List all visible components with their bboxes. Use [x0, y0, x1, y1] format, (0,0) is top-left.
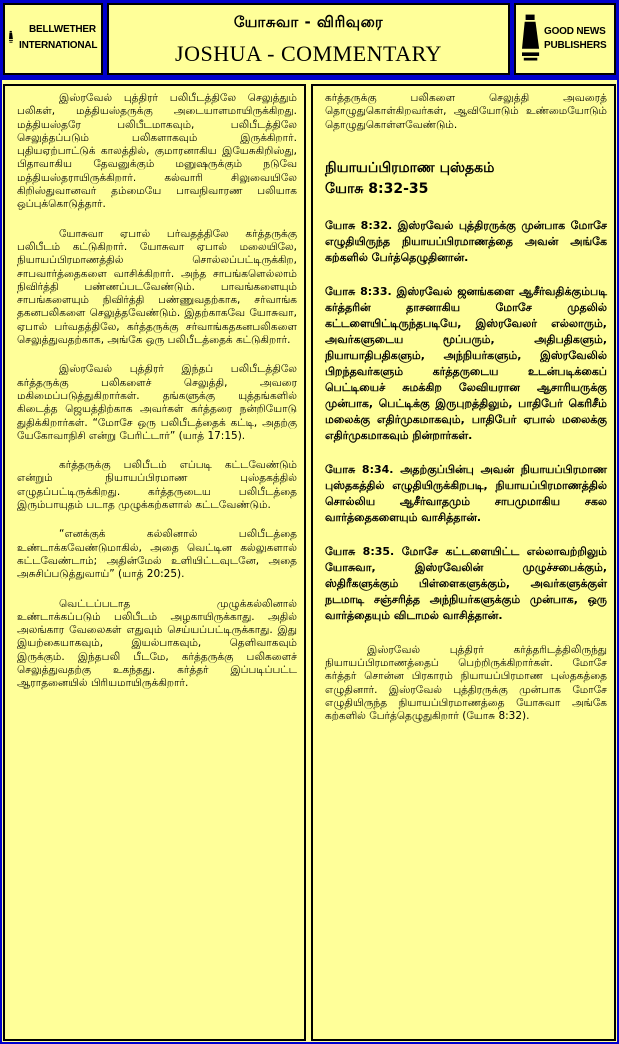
bell-icon — [9, 11, 29, 63]
bellwether-logo — [3, 3, 103, 75]
logo-right-line1: GOOD NEWS — [544, 26, 606, 37]
paragraph: இஸ்ரவேல் புத்திரர் இந்தப் பலிபீடத்திலே கர்த்தருக்கு பலிகளைச் செலுத்தி, அவரை மகிமைப்படுத்துகிறார்கள். தங்களுக்கு யுத்தங்களில் கிடைத்த ஜெயத்திற்காக அவர்கள் கர்த்தரை நன்றியோடு துதிக்கிறார்கள். “மோசே ஒரு பலிபீடத்தைக் கட்டி, அதற்கு யேகோவாநிசி என்று பேரிட்டார்” (யாத் 17:15). — [17, 363, 297, 442]
right-column — [311, 84, 616, 1041]
logo-left-line1: BELLWETHER — [29, 24, 96, 35]
paragraph: வெட்டப்படாத முழுக்கல்லினால் உண்டாக்கப்படும் பலிபீடம் அழகாயிருக்காது. அதில் அலங்கார வேலைகள் எதுவும் செய்யப்பட்டிருக்காது. இது இயற்கையாகவும், இயல்பாகவும், தெளிவாகவும் இருக்கும். இந்தபலி பீடமே, கர்த்தருக்கு பலிகளைச் செலுத்துவதற்கு உகந்தது. கர்த்தர் இப்படிப்பட்ட ஆராதனையில் பிரியமாயிருக்கிறார். — [17, 597, 297, 690]
intro-paragraph: கர்த்தருக்கு பலிகளை செலுத்தி அவரைத் தொழுதுகொள்கிறவர்கள், ஆவியோடும் உண்மையோடும் தொழுதுகொள்ளவேண்டும். — [325, 92, 607, 131]
left-column — [3, 84, 306, 1041]
closing-paragraph: இஸ்ரவேல் புத்திரர் கர்த்தரிடத்திலிருந்து நியாயப்பிரமாணத்தைப் பெற்றிருக்கிறார்கள். மோசே கர்த்தர் சொன்ன பிரகாரம் நியாயப்பிரமாண புஸ்தகத்தை எழுதினார். இஸ்ரவேல் புத்திரருக்கு முன்பாக மோசே எழுதியிருந்த நியாயப்பிரமாணத்தை யோசுவா அங்கே கற்களில் பேர்த்தெழுதுகிறார் (யோசு 8:32). — [325, 643, 607, 723]
section-heading-reference: யோசு 8:32-35 — [325, 180, 429, 197]
left-column-text — [17, 92, 297, 707]
logo-left-line2: INTERNATIONAL — [19, 40, 98, 51]
title-english: JOSHUA - COMMENTARY — [175, 41, 442, 66]
verse-8-35: யோசு 8:35. மோசே கட்டளையிட்ட எல்லாவற்றிலும் யோசுவா, இஸ்ரவேலின் முழுச்சபைக்கும், ஸ்திரீகளுக்கும் பிள்ளைகளுக்கும், அவர்களுக்குள் நடமாடி சஞ்சரித்த அந்நியர்களுக்கும் முன்பாக, ஒரு வார்த்தையும் விடாமல் வாசித்தான். — [325, 544, 607, 622]
section-heading-title: நியாயப்பிரமாண புஸ்தகம் — [325, 159, 495, 176]
paragraph: கர்த்தருக்கு பலிபீடம் எப்படி கட்டவேண்டும் என்றும் நியாயப்பிரமாண புஸ்தகத்தில் எழுதப்பட்டிருக்கிறது. கர்த்தருடைய பலிபீடத்தை இரும்பாயுதம் படாத முழுக்கற்களால் கட்டவேண்டும். — [17, 459, 297, 512]
title-tamil: யோசுவா - விரிவுரை — [233, 13, 384, 31]
verse-8-34: யோசு 8:34. அதற்குப்பின்பு அவன் நியாயப்பிரமாண புஸ்தகத்தில் எழுதியிருக்கிறபடி, நியாயப்பிரமாணத்தில் சொல்லிய ஆசீர்வாதமும் சாபமுமாகிய சகல வார்த்தைகளையும் வாசித்தான். — [325, 462, 607, 524]
paragraph: யோசுவா ஏபால் பர்வதத்திலே கர்த்தருக்கு பலிபீடம் கட்டுகிறார். யோசுவா ஏபால் மலையிலே, நியாயப்பிரமாணத்தில் சொல்லப்பட்டிருக்கிற, சாபவார்த்தைகளை வாசிக்கிறார். அந்த சாபங்களெல்லாம் நிவிர்த்தி பண்ணப்படவேண்டும். பாவங்களையும் சாபங்களையும் நிவிர்த்தி பண்ணுவதற்காக, சர்வாங்க தகனபலிகளை செலுத்தவேண்டும். இதற்காகவே யோசுவா, ஏபால் பர்வதத்திலே, கர்த்தருக்கு சர்வாங்கதகனபலிகளை செலுத்துவதற்காக, அங்கே ஒரு பலிபீடத்தைக் கட்டுகிறார். — [17, 227, 297, 347]
paragraph: “எனக்குக் கல்லினால் பலிபீடத்தை உண்டாக்கவேண்டுமாகில், அதை வெட்டின கல்லுகளால் கட்டவேண்டாம்; அதின்மேல் உளியிட்டவுடனே, அதை அசுசிப்படுத்துவாய்” (யாத் 20:25). — [17, 528, 297, 581]
logo-right-line2: PUBLISHERS — [544, 40, 607, 51]
right-column-text — [325, 92, 607, 724]
verse-8-32: யோசு 8:32. இஸ்ரவேல் புத்திரருக்கு முன்பாக மோசே எழுதியிருந்த நியாயப்பிரமாணத்தை அவன் அங்கே கற்களில் பேர்த்தெழுதினான். — [325, 218, 607, 264]
section-heading — [325, 158, 607, 200]
good-news-logo — [514, 3, 616, 75]
verse-8-33: யோசு 8:33. இஸ்ரவேல் ஜனங்களை ஆசீர்வதிக்கும்படி கர்த்தரின் தாசனாகிய மோசே முதலில் கட்டளையிட்டிருந்தபடியே, இஸ்ரவேலர் எல்லாரும், அவர்களுடைய மூப்பரும், அதிபதிகளும், நியாயாதிபதிகளும், அந்நியர்களும், இஸ்ரவேலில் பிறந்தவர்களும் கர்த்தருடைய உடன்படிக்கைப் பெட்டியைச் சுமக்கிற லேவியரான ஆசாரியருக்கு முன்பாக, பெட்டிக்கு இருபுறத்திலும், பாதிபேர் கெரிசீம் மலைக்கு எதிர்முகமாகவும், பாதிபேர் ஏபால் மலைக்கு எதிர்முகமாகவும் நின்றார்கள். — [325, 284, 607, 442]
bell-icon — [522, 13, 540, 63]
header-bar — [0, 0, 619, 80]
paragraph: இஸ்ரவேல் புத்திரர் பலிபீடத்திலே செலுத்தும் பலிகள், மத்தியஸ்தருக்கு அடையாளமாயிருக்கிறது. மத்தியஸ்தரே பலிபீடமாகவும், பலிபீடத்திலே செலுத்தப்படும் பலிகளாகவும் இருக்கிறார். புதியஏற்பாட்டுக் காலத்தில், குமாரனாகிய இயேசுகிறிஸ்து, பிதாவாகிய தேவனுக்கும் மனுஷருக்கும் நடுவே மத்தியஸ்தராயிருக்கிறார். கல்வாரி சிலுவையிலே கிறிஸ்துவானவர் தம்மையே பாவநிவாரண பலியாக ஒப்புக்கொடுத்தார். — [17, 92, 297, 211]
title-box — [107, 3, 510, 75]
